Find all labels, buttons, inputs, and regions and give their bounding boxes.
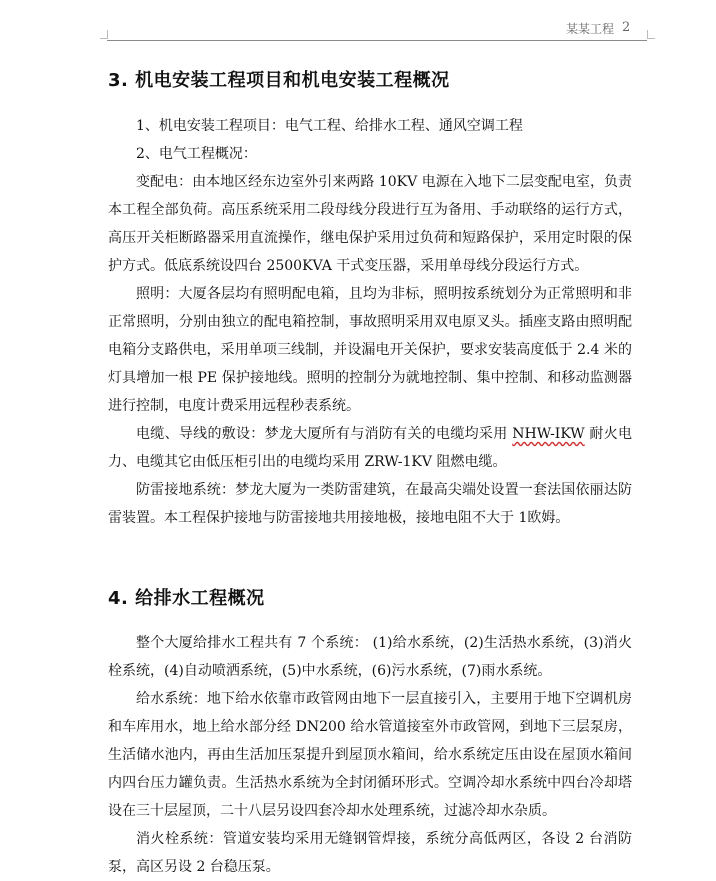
crop-mark-left-vertical [107, 30, 108, 39]
crop-mark-right-vertical [647, 30, 648, 39]
cable-text-a: 电缆、导线的敷设：梦龙大厦所有与消防有关的电缆均采用 [136, 426, 513, 442]
section-4-heading: 4. 给排水工程概况 [108, 588, 265, 609]
section-4-body [108, 629, 632, 881]
paragraph-cable [108, 420, 632, 476]
header-title: 某某工程 [566, 22, 615, 36]
paragraph-lighting: 照明：大厦各层均有照明配电箱，且均为非标，照明按系统划分为正常照明和非正常照明，分别由独立的配电箱控制，事故照明采用双电原叉头。插座支路由照明配电箱分支路供电，采用单项三线制，并设漏电开关保护，要求安装高度低于 2.4 米的灯具增加一根 PE 保护接地线。照明的控制分为就地控制、集中控制、和移动监测器进行控制，电度计费采用远程秒表系统。 [108, 286, 632, 414]
header-page-number: 2 [622, 20, 631, 35]
paragraph-overview: 整个大厦给排水工程共有 7 个系统： (1)给水系统，(2)生活热水系统，(3)消火栓系统，(4)自动喷洒系统，(5)中水系统，(6)污水系统，(7)雨水系统。 [108, 635, 632, 679]
paragraph-water-supply: 给水系统：地下给水依靠市政管网由地下一层直接引入，主要用于地下空调机房和车库用水，地上给水部分经 DN200 给水管道接室外市政管网，到地下三层泵房，生活储水池内，再由生活加压泵提升到屋顶水箱间，给水系统定压由设在屋顶水箱间内四台压力罐负责。生活热水系统为全封闭循环形式。空调冷却水系统中四台冷却塔设在三十层屋顶，二十八层另设四套冷却水处理系统，过滤冷却水杂质。 [108, 691, 632, 819]
paragraph-hydrant: 消火栓系统：管道安装均采用无缝钢管焊接，系统分高低两区，各设 2 台消防泵，高区另设 2 台稳压泵。 [108, 831, 632, 875]
section-3-body [108, 112, 632, 532]
paragraph-lightning: 防雷接地系统：梦龙大厦为一类防雷建筑，在最高尖端处设置一套法国依丽达防雷装置。本工程保护接地与防雷接地共用接地极，接地电阻不大于 1欧姆。 [108, 482, 632, 526]
header-rule [107, 40, 647, 41]
cable-text-b: 耐火电力、电缆其它由低压柜引出的电缆均采用 ZRW-1KV 阻燃电缆。 [108, 426, 633, 470]
cable-code-spellcheck: NHW-IKW [512, 426, 585, 442]
paragraph-substation: 变配电：由本地区经东边室外引来两路 10KV 电源在入地下二层变配电室，负责本工程全部负荷。高压系统采用二段母线分段进行互为备用、手动联络的运行方式，高压开关柜断路器采用直流操作，继电保护采用过负荷和短路保护，采用定时限的保护方式。低底系统设四台 2500KVA 干式变压器，采用单母线分段运行方式。 [108, 174, 632, 274]
crop-mark-right [647, 38, 655, 39]
item-2: 2、电气工程概况： [136, 146, 257, 162]
section-3-heading: 3. 机电安装工程项目和机电安装工程概况 [108, 70, 450, 91]
item-1: 1、机电安装工程项目：电气工程、给排水工程、通风空调工程 [136, 118, 523, 134]
